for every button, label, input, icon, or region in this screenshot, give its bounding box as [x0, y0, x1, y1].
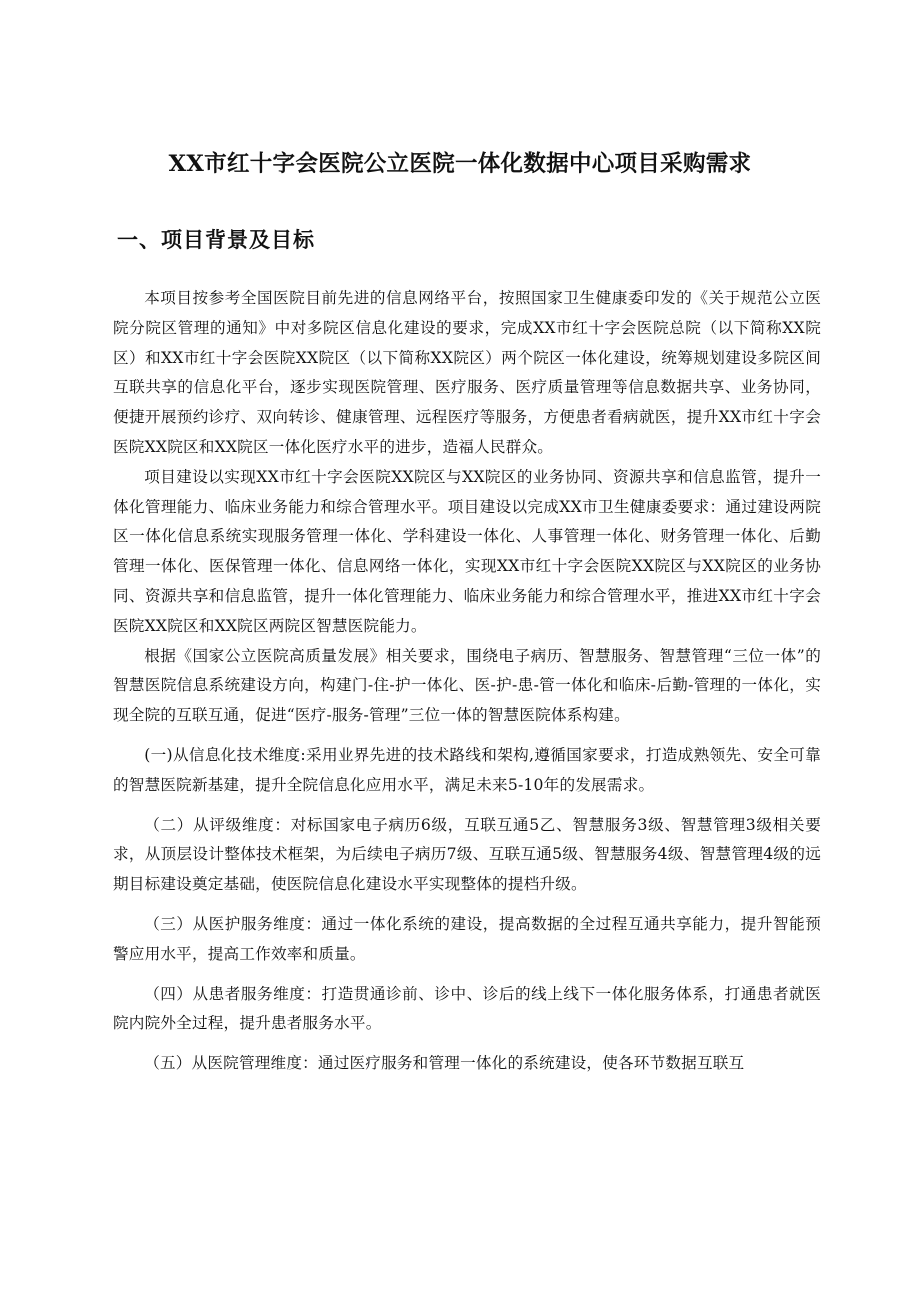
- paragraph-management-dimension: （五）从医院管理维度：通过医疗服务和管理一体化的系统建设，使各环节数据互联互: [144, 1054, 745, 1073]
- paragraph-tech-dimension: (一)从信息化技术维度:采用业界先进的技术路线和架构,遵循国家要求，打造成熟领先、安全可靠的智慧医院新基建，提升全院信息化应用水平，满足未来5-10年的发展需求。: [113, 745, 821, 794]
- paragraph-goals: 项目建设以实现XX市红十字会医院XX院区与XX院区的业务协同、资源共享和信息监管，提升一体化管理能力、临床业务能力和综合管理水平。项目建设以完成XX市卫生健康委要求：通过建设两院区一体化信息系统实现服务管理一体化、学科建设一体化、人事管理一体化、财务管理一体化、后勤管理一体化、医保管理一体化、信息网络一体化，实现XX市红十字会医院XX院区与XX院区的业务协同、资源共享和信息监管，提升一体化管理能力、临床业务能力和综合管理水平，推进XX市红十字会医院XX院区和XX院区两院区智慧医院能力。: [113, 467, 821, 635]
- document-body: [113, 284, 821, 1079]
- paragraph-care-dimension: （三）从医护服务维度：通过一体化系统的建设，提高数据的全过程互通共享能力，提升智能预警应用水平，提高工作效率和质量。: [113, 914, 821, 963]
- paragraph-patient-dimension: （四）从患者服务维度：打造贯通诊前、诊中、诊后的线上线下一体化服务体系，打通患者就医院内院外全过程，提升患者服务水平。: [113, 984, 821, 1033]
- document-title: XX市红十字会医院公立医院一体化数据中心项目采购需求: [168, 151, 752, 177]
- paragraph-quality-development: 根据《国家公立医院高质量发展》相关要求，围绕电子病历、智慧服务、智慧管理“三位一体”的智慧医院信息系统建设方向，构建门-住-护一体化、医-护-患-管一体化和临床-后勤-管理的一体化，实现全院的互联互通，促进“医疗-服务-管理”三位一体的智慧医院体系构建。: [113, 646, 821, 725]
- paragraph-background: 本项目按参考全国医院目前先进的信息网络平台，按照国家卫生健康委印发的《关于规范公立医院分院区管理的通知》中对多院区信息化建设的要求，完成XX市红十字会医院总院（以下简称XX院区）和XX市红十字会医院XX院区（以下简称XX院区）两个院区一体化建设，统筹规划建设多院区间互联共享的信息化平台，逐步实现医院管理、医疗服务、医疗质量管理等信息数据共享、业务协同，便捷开展预约诊疗、双向转诊、健康管理、远程医疗等服务，方便患者看病就医，提升XX市红十字会医院XX院区和XX院区一体化医疗水平的进步，造福人民群众。: [113, 289, 821, 456]
- section-heading: 一、项目背景及目标: [117, 227, 315, 252]
- paragraph-rating-dimension: （二）从评级维度：对标国家电子病历6级，互联互通5乙、智慧服务3级、智慧管理3级相关要求，从顶层设计整体技术框架，为后续电子病历7级、互联互通5级、智慧服务4级、智慧管理4级的远期目标建设奠定基础，使医院信息化建设水平实现整体的提档升级。: [113, 815, 821, 894]
